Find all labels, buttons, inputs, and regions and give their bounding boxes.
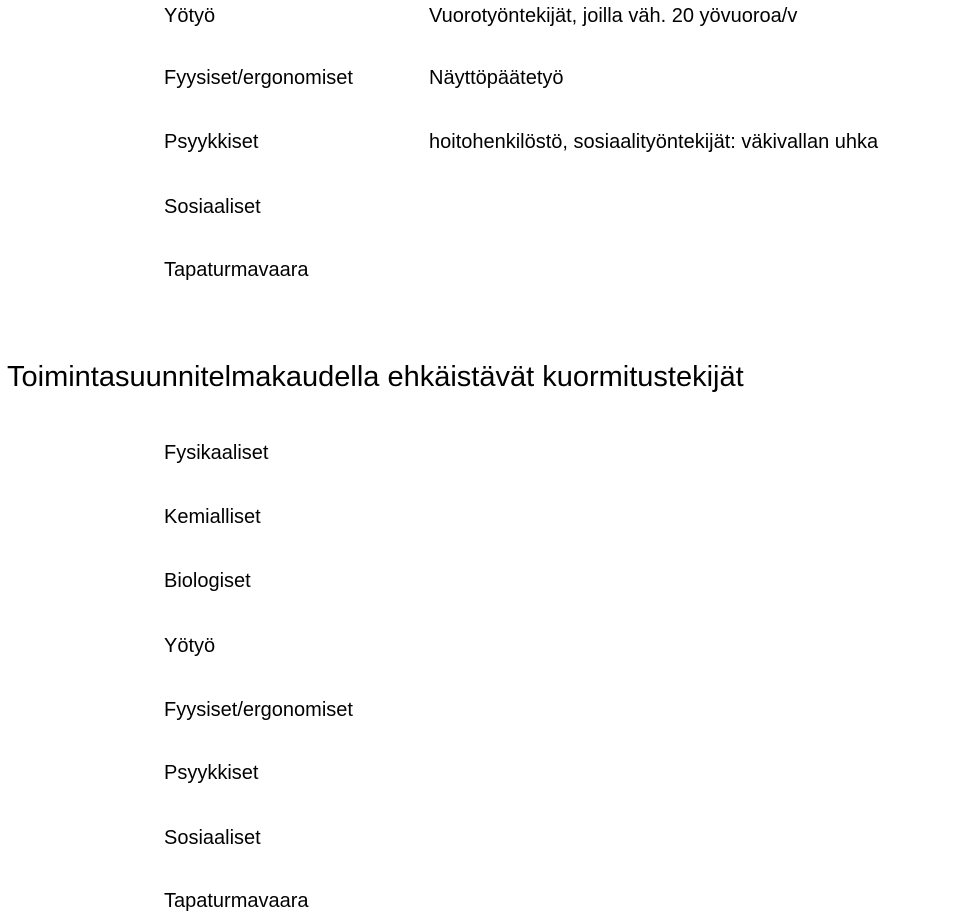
category-label: Fyysiset/ergonomiset bbox=[164, 699, 353, 721]
list-item bbox=[0, 501, 960, 533]
list-item bbox=[0, 565, 960, 597]
list-item bbox=[0, 694, 960, 726]
list-item bbox=[0, 437, 960, 469]
category-label: Kemialliset bbox=[164, 506, 261, 528]
category-description: hoitohenkilöstö, sosiaalityöntekijät: väkivallan uhka bbox=[429, 131, 879, 153]
category-label: Fysikaaliset bbox=[164, 442, 269, 464]
category-description: Vuorotyöntekijät, joilla väh. 20 yövuoroa/v bbox=[429, 5, 798, 27]
category-label: Psyykkiset bbox=[164, 762, 259, 784]
list-item bbox=[0, 126, 960, 158]
list-item bbox=[0, 254, 960, 286]
list-item bbox=[0, 822, 960, 854]
list-item bbox=[0, 630, 960, 662]
list-item bbox=[0, 191, 960, 223]
category-label: Biologiset bbox=[164, 570, 251, 592]
category-label: Fyysiset/ergonomiset bbox=[164, 67, 353, 89]
category-label: Sosiaaliset bbox=[164, 827, 261, 849]
category-label: Sosiaaliset bbox=[164, 196, 261, 218]
list-item bbox=[0, 62, 960, 94]
category-label: Psyykkiset bbox=[164, 131, 259, 153]
list-item bbox=[0, 885, 960, 917]
category-label: Tapaturmavaara bbox=[164, 259, 309, 281]
section-heading: Toimintasuunnitelmakaudella ehkäistävät kuormitustekijät bbox=[7, 361, 744, 393]
category-label: Yötyö bbox=[164, 5, 216, 27]
list-item bbox=[0, 757, 960, 789]
category-label: Tapaturmavaara bbox=[164, 890, 309, 912]
category-description: Näyttöpäätetyö bbox=[429, 67, 564, 89]
list-item bbox=[0, 0, 960, 32]
category-label: Yötyö bbox=[164, 635, 216, 657]
